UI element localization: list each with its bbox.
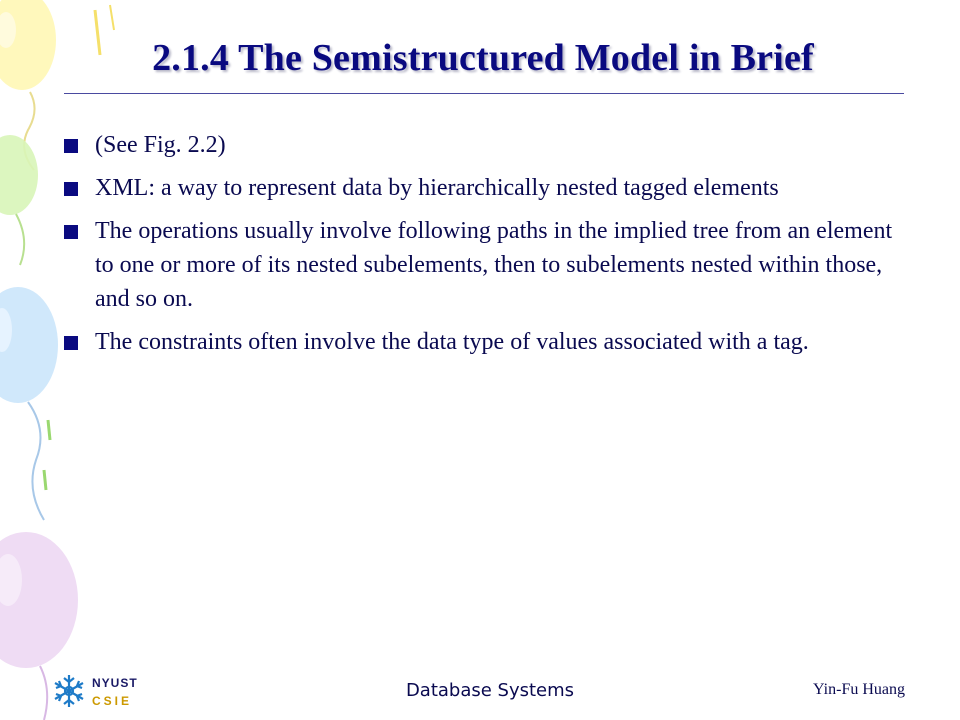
bullet-text: The constraints often involve the data type of values associated with a tag. <box>95 329 809 355</box>
slide-title: 2.1.4 The Semistructured Model in Brief <box>152 37 814 79</box>
bullet-text: The operations usually involve following paths in the implied tree from an element to one or more of its nested subelements, then to subelements nested within those, and so on. <box>95 218 893 312</box>
bullet-text: XML: a way to represent data by hierarchically nested tagged elements <box>95 175 779 201</box>
nyust-csie-logo <box>50 672 155 712</box>
title-divider <box>64 93 904 94</box>
footer-course-title: Database Systems <box>405 680 575 701</box>
logo-text-nyust: NYUST <box>92 676 138 690</box>
bullet-item <box>62 171 912 205</box>
bullet-text: (See Fig. 2.2) <box>95 132 226 158</box>
square-bullet-icon <box>64 225 78 239</box>
snowflake-logo-icon <box>50 672 88 710</box>
logo-text-csie: CSIE <box>92 694 133 708</box>
square-bullet-icon <box>64 139 78 153</box>
bullet-list <box>62 128 912 368</box>
bullet-item <box>62 128 912 162</box>
bullet-item <box>62 214 912 316</box>
square-bullet-icon <box>64 336 78 350</box>
footer-author: Yin-Fu Huang <box>813 681 905 698</box>
bullet-item <box>62 325 912 359</box>
square-bullet-icon <box>64 182 78 196</box>
